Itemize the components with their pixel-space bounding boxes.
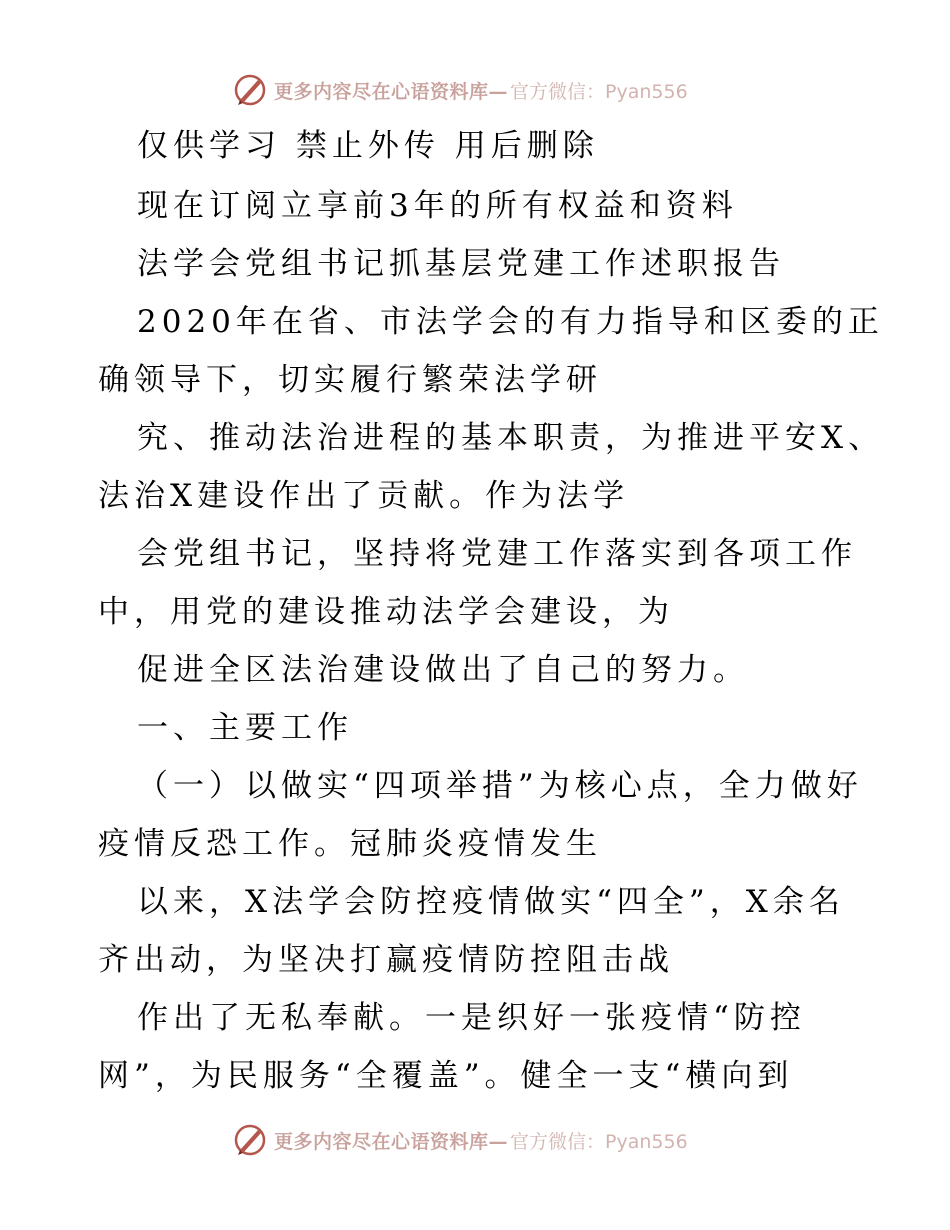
header-wechat-text: 官方微信：Pyan556 <box>510 80 688 103</box>
subsection-heading: （一）以做实“四项举措”为核心点，全力做好 <box>137 768 863 804</box>
text-line: 法治X建设作出了贡献。作为法学 <box>98 478 630 514</box>
text-line: 确领导下，切实履行繁荣法学研 <box>98 362 602 398</box>
text-line: 会党组书记，坚持将党建工作落实到各项工作 <box>137 536 857 572</box>
text-line: 仅供学习 禁止外传 用后删除 <box>137 128 599 164</box>
document-title: 法学会党组书记抓基层党建工作述职报告 <box>137 246 785 282</box>
footer-site-text: 更多内容尽在心语资料库— <box>274 1130 509 1153</box>
text-line: 疫情反恐工作。冠肺炎疫情发生 <box>98 826 602 862</box>
text-line: 作出了无私奉献。一是织好一张疫情“防控 <box>137 1000 806 1036</box>
text-line: 现在订阅立享前3年的所有权益和资料 <box>137 188 738 224</box>
text-line: 促进全区法治建设做出了自己的努力。 <box>137 652 749 688</box>
pen-logo-icon <box>232 72 268 108</box>
section-heading: 一、主要工作 <box>137 710 353 746</box>
text-line: 2020年在省、市法学会的有力指导和区委的正 <box>137 304 884 340</box>
text-line: 齐出动，为坚决打赢疫情防控阻击战 <box>98 942 674 978</box>
header-site-text: 更多内容尽在心语资料库— <box>274 80 509 103</box>
footer-banner <box>232 1122 688 1158</box>
text-line: 以来，X法学会防控疫情做实“四全”，X余名 <box>137 884 845 920</box>
header-banner <box>232 72 688 108</box>
text-line: 中，用党的建设推动法学会建设，为 <box>98 594 674 630</box>
footer-wechat-text: 官方微信：Pyan556 <box>510 1130 688 1153</box>
text-line: 网”，为民服务“全覆盖”。健全一支“横向到 <box>98 1058 794 1094</box>
pen-logo-icon <box>232 1122 268 1158</box>
text-line: 究、推动法治进程的基本职责，为推进平安X、 <box>137 420 885 456</box>
